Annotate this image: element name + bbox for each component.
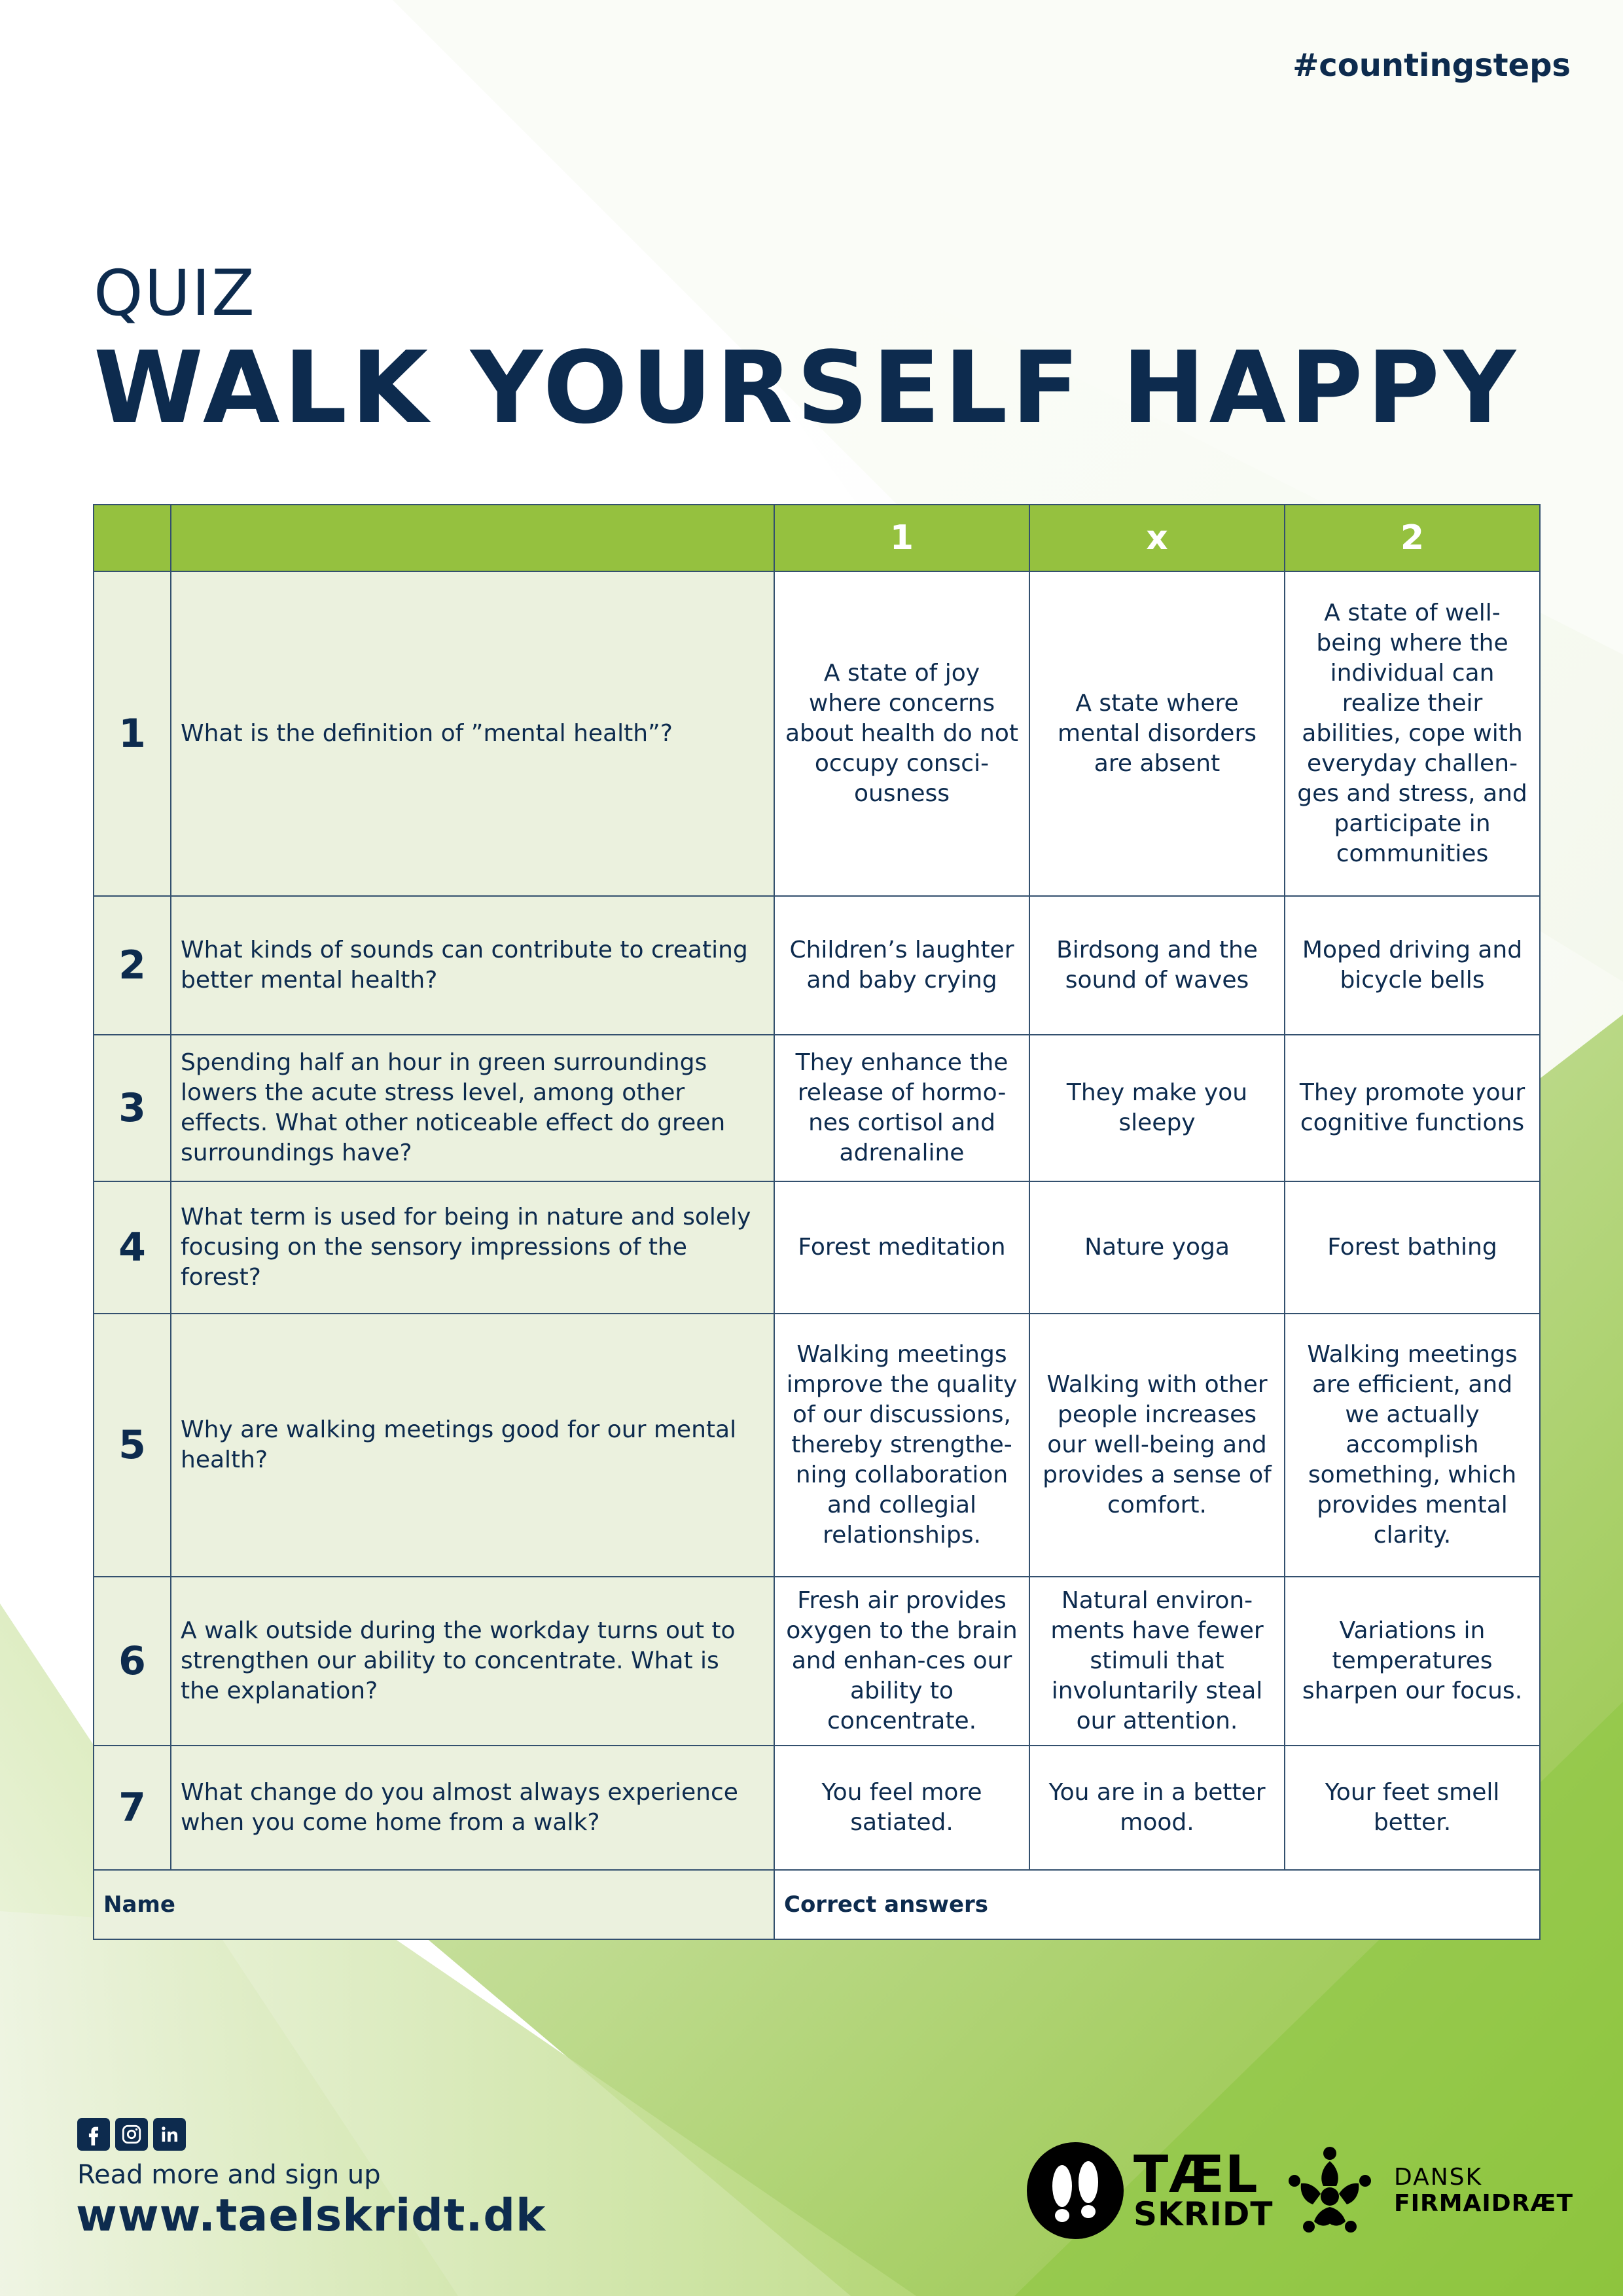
figures-star-icon bbox=[1283, 2142, 1377, 2240]
question-text: What is the definition of ”mental health”? bbox=[171, 571, 774, 896]
header-col-2: 2 bbox=[1285, 505, 1540, 571]
table-footer-row bbox=[94, 1870, 1540, 1939]
answer-option-2[interactable]: Forest bathing bbox=[1285, 1181, 1540, 1314]
question-text: A walk outside during the workday turns out to strengthen our ability to concentrate. What is the explanation? bbox=[171, 1577, 774, 1746]
name-field[interactable]: Name bbox=[94, 1870, 774, 1939]
answer-option-2[interactable]: Walking meetings are efficient, and we actually accomplish something, which provides mental clarity. bbox=[1285, 1314, 1540, 1577]
facebook-icon[interactable] bbox=[77, 2118, 110, 2151]
table-row bbox=[94, 1577, 1540, 1746]
question-number: 3 bbox=[94, 1035, 171, 1181]
table-row bbox=[94, 1746, 1540, 1870]
answer-option-2[interactable]: A state of well-being where the individual can realize their abilities, cope with everyday challen-ges and stress, and participate in communities bbox=[1285, 571, 1540, 896]
table-row bbox=[94, 896, 1540, 1035]
header-empty-num bbox=[94, 505, 171, 571]
answer-option-x[interactable]: Walking with other people increases our well-being and provides a sense of comfort. bbox=[1029, 1314, 1285, 1577]
logo-tael-text: TÆL bbox=[1133, 2145, 1258, 2205]
answer-option-x[interactable]: Natural environ-ments have fewer stimuli that involuntarily steal our attention. bbox=[1029, 1577, 1285, 1746]
logo-firmaidraet-text: FIRMAIDRÆT bbox=[1394, 2190, 1574, 2217]
footprints-icon bbox=[1026, 2142, 1124, 2240]
question-number: 6 bbox=[94, 1577, 171, 1746]
logo-dansk-text: DANSK bbox=[1394, 2164, 1483, 2191]
instagram-icon[interactable] bbox=[115, 2118, 148, 2151]
header-col-1: 1 bbox=[774, 505, 1029, 571]
question-number: 4 bbox=[94, 1181, 171, 1314]
website-link[interactable]: www.taelskridt.dk bbox=[76, 2190, 546, 2242]
taelskridt-logo bbox=[1026, 2142, 1273, 2240]
answer-option-1[interactable]: Forest meditation bbox=[774, 1181, 1029, 1314]
header-col-x: x bbox=[1029, 505, 1285, 571]
read-more-text: Read more and sign up bbox=[77, 2160, 381, 2190]
question-number: 5 bbox=[94, 1314, 171, 1577]
quiz-table bbox=[93, 504, 1541, 1940]
header-empty-question bbox=[171, 505, 774, 571]
logo-skridt-text: SKRIDT bbox=[1133, 2195, 1274, 2234]
answer-option-x[interactable]: Birdsong and the sound of waves bbox=[1029, 896, 1285, 1035]
dansk-firmaidraet-logo bbox=[1283, 2142, 1573, 2240]
answer-option-1[interactable]: Children’s laughter and baby crying bbox=[774, 896, 1029, 1035]
table-header-row bbox=[94, 505, 1540, 571]
correct-answers-field[interactable]: Correct answers bbox=[774, 1870, 1540, 1939]
answer-option-2[interactable]: They promote your cognitive functions bbox=[1285, 1035, 1540, 1181]
answer-option-x[interactable]: You are in a better mood. bbox=[1029, 1746, 1285, 1870]
question-text: What term is used for being in nature and solely focusing on the sensory impressions of the forest? bbox=[171, 1181, 774, 1314]
social-icons bbox=[77, 2118, 186, 2151]
page-title: WALK YOURSELF HAPPY bbox=[94, 330, 1520, 446]
table-row bbox=[94, 571, 1540, 896]
hashtag: #countingsteps bbox=[1293, 47, 1571, 84]
table-row bbox=[94, 1035, 1540, 1181]
question-text: Spending half an hour in green surroundings lowers the acute stress level, among other effects. What other noticeable effect do green surroundings have? bbox=[171, 1035, 774, 1181]
question-text: What kinds of sounds can contribute to creating better mental health? bbox=[171, 896, 774, 1035]
answer-option-x[interactable]: A state where mental disorders are absent bbox=[1029, 571, 1285, 896]
answer-option-1[interactable]: A state of joy where concerns about health do not occupy consci-ousness bbox=[774, 571, 1029, 896]
answer-option-1[interactable]: Walking meetings improve the quality of our discussions, thereby strengthe-ning collaboration and collegial relationships. bbox=[774, 1314, 1029, 1577]
answer-option-1[interactable]: You feel more satiated. bbox=[774, 1746, 1029, 1870]
answer-option-2[interactable]: Moped driving and bicycle bells bbox=[1285, 896, 1540, 1035]
question-text: What change do you almost always experience when you come home from a walk? bbox=[171, 1746, 774, 1870]
question-text: Why are walking meetings good for our mental health? bbox=[171, 1314, 774, 1577]
question-number: 1 bbox=[94, 571, 171, 896]
answer-option-1[interactable]: They enhance the release of hormo-nes cortisol and adrenaline bbox=[774, 1035, 1029, 1181]
table-row bbox=[94, 1314, 1540, 1577]
question-number: 7 bbox=[94, 1746, 171, 1870]
answer-option-x[interactable]: They make you sleepy bbox=[1029, 1035, 1285, 1181]
question-number: 2 bbox=[94, 896, 171, 1035]
answer-option-2[interactable]: Variations in temperatures sharpen our focus. bbox=[1285, 1577, 1540, 1746]
linkedin-icon[interactable] bbox=[153, 2118, 186, 2151]
quiz-label: QUIZ bbox=[94, 257, 256, 330]
answer-option-x[interactable]: Nature yoga bbox=[1029, 1181, 1285, 1314]
answer-option-2[interactable]: Your feet smell better. bbox=[1285, 1746, 1540, 1870]
answer-option-1[interactable]: Fresh air provides oxygen to the brain and enhan-ces our ability to concentrate. bbox=[774, 1577, 1029, 1746]
table-row bbox=[94, 1181, 1540, 1314]
